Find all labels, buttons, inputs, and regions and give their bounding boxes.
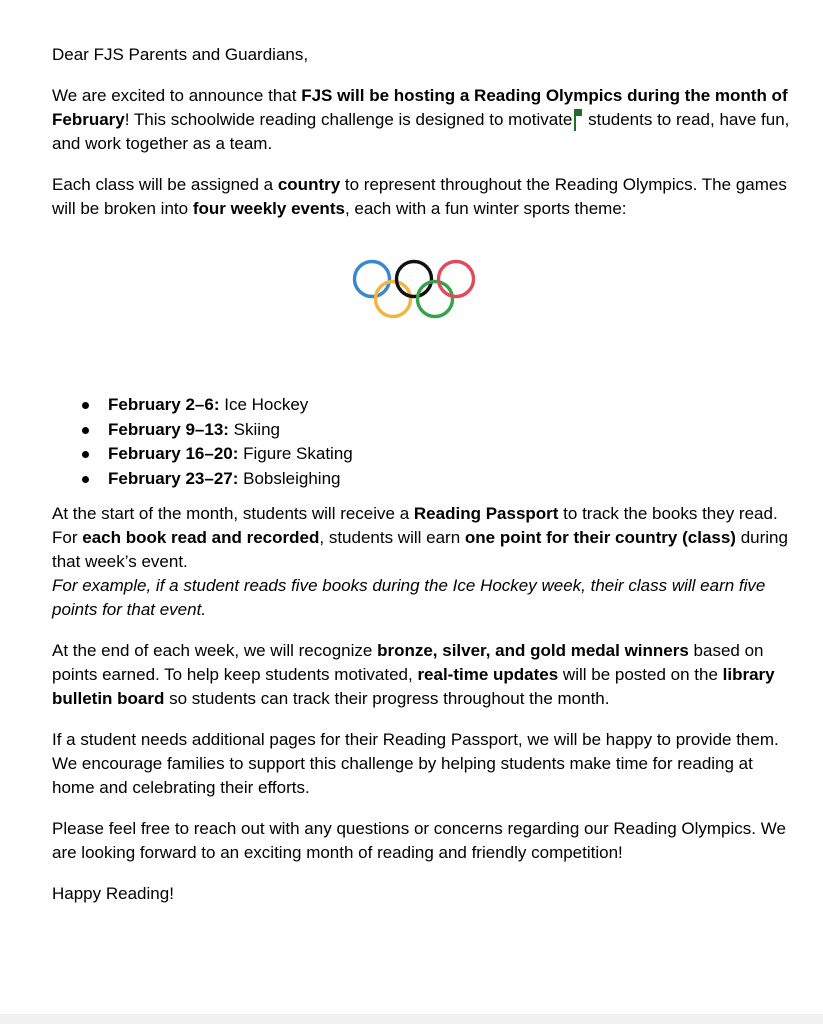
- week-dates: February 23–27:: [108, 468, 239, 488]
- ring-red: [439, 262, 474, 297]
- week-dates: February 9–13:: [108, 419, 229, 439]
- passport-paragraph: [52, 502, 792, 574]
- country-text-3: , each with a fun winter sports theme:: [344, 199, 627, 218]
- country-text-1: Each class will be assigned a: [52, 175, 278, 194]
- intro-paragraph: [52, 84, 792, 156]
- example-text: For example, if a student reads five books during the Ice Hockey week, their class will earn five points for that event.: [52, 576, 766, 619]
- list-item: [108, 467, 792, 492]
- page-bottom-edge: [0, 1014, 823, 1024]
- ring-green: [418, 282, 453, 317]
- week-dates: February 16–20:: [108, 444, 239, 463]
- olympic-rings-container: [52, 259, 792, 351]
- country-bold-2: four weekly events: [192, 199, 345, 218]
- bullet-icon: [82, 476, 89, 483]
- week-sport: Bobsleighing: [238, 468, 341, 488]
- medals-bold-3: library bulletin board: [52, 665, 775, 708]
- medals-text-2: based on points earned. To help keep students motivated,: [52, 641, 764, 684]
- week-sport: Ice Hockey: [219, 395, 309, 414]
- ring-black: [397, 262, 432, 297]
- contact-paragraph: Please feel free to reach out with any questions or concerns regarding our Reading Olympics. We are looking forward to an exciting month of reading and friendly competition!: [52, 819, 786, 862]
- ring-yellow: [376, 282, 411, 317]
- week-dates: February 2–6:: [108, 395, 220, 414]
- passport-bold-1: Reading Passport: [413, 504, 559, 523]
- medals-text-3: will be posted on the: [558, 665, 723, 684]
- medals-paragraph: [52, 639, 792, 711]
- passport-text-1: At the start of the month, students will receive a: [52, 504, 414, 523]
- intro-text-3: students to read, have fun, and work together as a team.: [52, 110, 790, 153]
- pages-paragraph: If a student needs additional pages for their Reading Passport, we will be happy to provide them. We encourage families to support this challenge by helping students make time for reading at home and celebrating their efforts.: [52, 730, 779, 797]
- intro-bold-1: FJS will be hosting a Reading Olympics during the month of February: [52, 86, 788, 129]
- medals-bold-2: real-time updates: [417, 665, 559, 684]
- bullet-icon: [82, 451, 89, 458]
- list-item: [108, 393, 792, 418]
- weekly-events-list: [52, 393, 792, 491]
- closing: Happy Reading!: [52, 884, 174, 903]
- intro-text-2: ! This schoolwide reading challenge is designed to motivate: [124, 110, 573, 129]
- week-sport: Skiing: [228, 419, 280, 439]
- ring-blue: [355, 262, 390, 297]
- letter-body: [52, 43, 792, 906]
- medals-text-4: so students can track their progress throughout the month.: [164, 689, 610, 708]
- passport-text-2: to track the books they read. For: [52, 504, 778, 547]
- greeting: Dear FJS Parents and Guardians,: [52, 45, 309, 64]
- passport-bold-2: each book read and recorded: [82, 528, 320, 547]
- olympic-rings-icon: [352, 259, 476, 321]
- list-item: [108, 418, 792, 443]
- passport-text-3: , students will earn: [319, 528, 465, 547]
- medals-text-1: At the end of each week, we will recognize: [52, 641, 378, 660]
- bullet-icon: [82, 427, 89, 434]
- list-item: [108, 442, 792, 467]
- medals-bold-1: bronze, silver, and gold medal winners: [377, 641, 689, 660]
- week-sport: Figure Skating: [238, 444, 353, 463]
- green-flag-icon: [573, 109, 583, 131]
- bullet-icon: [82, 402, 89, 409]
- country-text-2: to represent throughout the Reading Olympics. The games will be broken into: [52, 175, 787, 218]
- country-bold-1: country: [277, 175, 341, 194]
- passport-bold-3: one point for their country (class): [464, 528, 736, 547]
- intro-text-1: We are excited to announce that: [52, 86, 302, 105]
- passport-text-4: during that week’s event.: [52, 528, 788, 571]
- passport-example: [52, 574, 792, 622]
- country-paragraph: [52, 173, 792, 221]
